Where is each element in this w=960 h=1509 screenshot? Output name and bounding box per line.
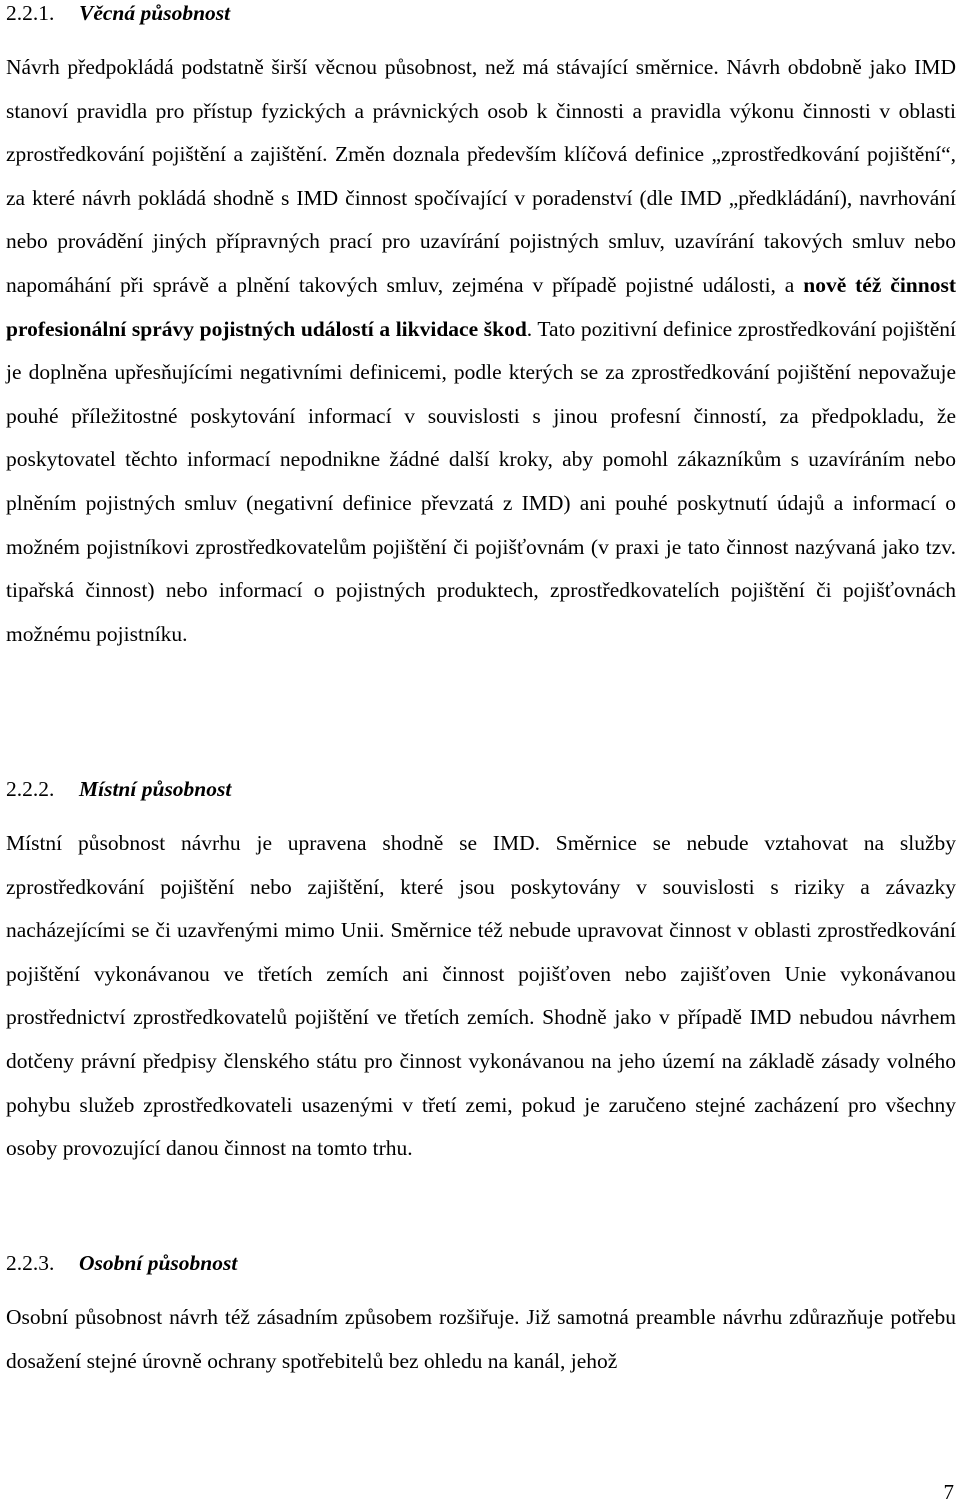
section-paragraph-2-2-2 (6, 822, 956, 1171)
paragraph-text: . Tato pozitivní definice zprostředkování pojištění je doplněna upřesňujícími negativními definicemi, podle kterých se za zprostředkování pojištění nepovažuje pouhé příležitostné poskytování informací v souvislosti s jinou profesní činností, za předpokladu, že poskytovatel těchto informací nepodnikne žádné další kroky, aby pomohl zákazníkům s uzavíráním nebo plněním pojistných smluv (negativní definice převzatá z IMD) ani pouhé poskytnutí údajů a informací o možném pojistníkovi zprostředkovatelům pojištění či pojišťovnám (v praxi je tato činnost nazývaná jako tzv. tipařská činnost) nebo informací o pojistných produktech, zprostředkovatelích pojištění či pojišťovnách možnému pojistníku. (6, 316, 957, 646)
page-number: 7 (943, 1480, 954, 1504)
section-heading-2-2-1 (6, 0, 230, 26)
paragraph-bold-text: nově též činnost profesionální správy pojistných událostí a likvidace škod (6, 272, 956, 341)
section-heading-2-2-3 (6, 1250, 237, 1276)
paragraph-text: Osobní působnost návrh též zásadním způsobem rozšiřuje. Již samotná preamble návrhu zdůrazňuje potřebu dosažení stejné úrovně ochrany spotřebitelů bez ohledu na kanál, jehož (6, 1305, 956, 1373)
section-number: 2.2.3. (6, 1251, 55, 1275)
section-title: Věcná působnost (79, 1, 231, 25)
section-paragraph-2-2-3 (6, 1296, 956, 1383)
section-number: 2.2.1. (6, 1, 55, 25)
section-title: Osobní působnost (79, 1251, 238, 1275)
section-title: Místní působnost (79, 777, 232, 801)
paragraph-text: Místní působnost návrhu je upravena shodně se IMD. Směrnice se nebude vztahovat na služby zprostředkování pojištění nebo zajištění, které jsou poskytovány v souvislosti s riziky a závazky nacházejícími se či uzavřenými mimo Unii. Směrnice též nebude upravovat činnost v oblasti zprostředkování pojištění vykonávanou ve třetích zemích ani činnost pojišťoven nebo zajišťoven Unie vykonávanou prostřednictví zprostředkovatelů pojištění ve třetích zemích. Shodně jako v případě IMD nebudou návrhem dotčeny právní předpisy členského státu pro činnost vykonávanou na jeho území na základě zásady volného pohybu služeb zprostředkovateli usazenými v třetí zemi, pokud je zaručeno stejné zacházení pro všechny osoby provozující danou činnost na tomto trhu. (6, 831, 956, 1161)
paragraph-text: Návrh předpokládá podstatně širší věcnou působnost, než má stávající směrnice. Návrh obdobně jako IMD stanoví pravidla pro přístup fyzických a právnických osob k činnosti a pravidla výkonu činnosti v oblasti zprostředkování pojištění a zajištění. Změn doznala především klíčová definice „zprostředkování pojištění“, za které návrh pokládá shodně s IMD činnost spočívající v poradenství (dle IMD „předkládání), navrhování nebo provádění jiných přípravných prací pro uzavírání pojistných smluv, uzavírání takových smluv nebo napomáhání při správě a plnění takových smluv, zejména v případě pojistné události, a (6, 55, 956, 297)
section-number: 2.2.2. (6, 777, 55, 801)
section-heading-2-2-2 (6, 776, 231, 802)
section-paragraph-2-2-1 (6, 46, 956, 656)
